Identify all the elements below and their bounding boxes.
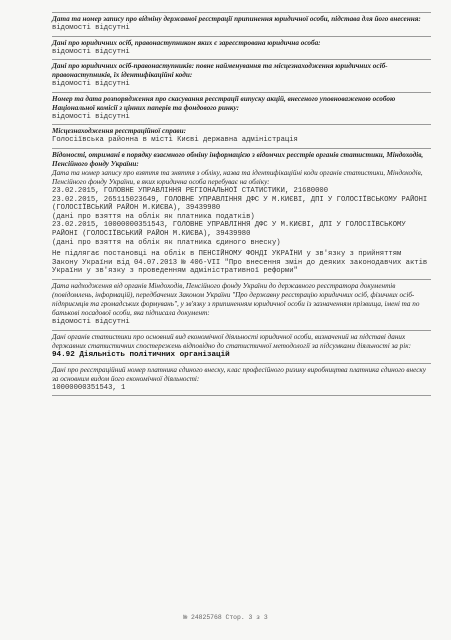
section-termination-docs <box>52 280 431 331</box>
section-main-activity <box>52 331 431 364</box>
page-footer: № 24825768 Стор. 3 з 3 <box>183 614 268 621</box>
activity-value: 94.92 Діяльність політичних організацій <box>52 350 230 359</box>
section-value: відомості відсутні <box>52 47 130 56</box>
section-case-location <box>52 125 431 149</box>
section-label: Дані про юридичних осіб, правонаступником яких є зареєстрована юридична особа: <box>52 38 321 47</box>
section-label: Дата надходження від органів Міндоходів, Пенсійного фонду України до державного реєстратора документів (повідомлень, інформацій), передбачених Законом України "Про державну реєстрацію юридичних осіб, фізичних осіб-підприємців та громадських формувань", у зв'язку з припиненням юридичної особи із зазначенням прізвища, імені та по батькові посадової особи, яка підписала документ: <box>52 281 420 317</box>
section-share-cancellation <box>52 93 431 126</box>
section-successors <box>52 60 431 93</box>
section-registry-info <box>52 149 431 280</box>
registry-records: 23.02.2015, ГОЛОВНЕ УПРАВЛІННЯ РЕГІОНАЛЬНОЇ СТАТИСТИКИ, 21680000 23.02.2015, 265115023649, ГОЛОВНЕ УПРАВЛІННЯ ДФС У М.КИЄВІ, ДПІ У ГОЛОСІЇВСЬКОМУ РАЙОНІ (ГОЛОСІЇВСЬКИЙ РАЙОН М.КИЄВА), 39439980 (дані про взяття на облік як платника податків) 23.02.2015, 10000000351543, ГОЛОВНЕ УПРАВЛІННЯ ДФС У М.КИЄВІ, ДПІ У ГОЛОСІЇВСЬКОМУ РАЙОНІ (ГОЛОСІЇВСЬКИЙ РАЙОН М.КИЄВА), 39439980 (дані про взяття на облік як платника єдиного внеску) <box>52 186 428 247</box>
pension-note: Не підлягає постановці на облік в ПЕНСІЙНОМУ ФОНДІ УКРАЇНИ у зв'язку з прийняттям Закону України від 04.07.2013 № 406-VII "Про внесення змін до деяких законодавчих актів України у зв'язку з проведенням адміністративної реформи" <box>52 250 432 276</box>
section-label: Місцезнаходження реєстраційної справи: <box>52 127 187 136</box>
section-predecessors <box>52 37 431 61</box>
section-label: Дані органів статистики про основний вид економічної діяльності юридичної особи, визначений на підставі даних державних статистичних спостережень відповідно до статистичної методології за підсумками діяльності за рік: <box>52 332 412 350</box>
section-value: відомості відсутні <box>52 112 130 121</box>
section-label: Дата та номер запису про відміну державної реєстрації припинення юридичної особи, підстава для його внесення: <box>52 15 421 23</box>
section-label: Дані про реєстраційний номер платника єдиного внеску, клас професійного ризику виробництва платника єдиного внеску за основним видом його економічної діяльності: <box>52 365 426 383</box>
section-cancel-termination <box>52 12 431 37</box>
section-value: Голосіївська районна в місті Києві державна адміністрація <box>52 136 298 145</box>
section-single-contribution <box>52 364 431 397</box>
section-label: Дані про юридичних осіб-правонаступників: повне найменування та місцезнаходження юридичних осіб-правонаступників, їх ідентифікаційні коди: <box>52 62 388 80</box>
section-value: відомості відсутні <box>52 24 130 32</box>
section-value: відомості відсутні <box>52 317 130 326</box>
registry-sublabel: Дата та номер запису про взяття та зняття з обліку, назва та ідентифікаційні коди органів статистики, Міндоходів, Пенсійного фонду України, в яких юридична особа перебуває на обліку: <box>52 168 423 186</box>
section-value: відомості відсутні <box>52 80 130 89</box>
section-label: Номер та дата розпорядження про скасування реєстрації випуску акцій, внесеного уповноваженою особою Національної комісії з цінних паперів та фондового ринку: <box>52 94 396 112</box>
section-value: 10000000351543, 1 <box>52 383 126 392</box>
registry-heading: Відомості, отримані в порядку взаємного обміну інформацією з відомчих реєстрів органів статистики, Міндоходів, Пенсійного фонду України: <box>52 150 424 168</box>
